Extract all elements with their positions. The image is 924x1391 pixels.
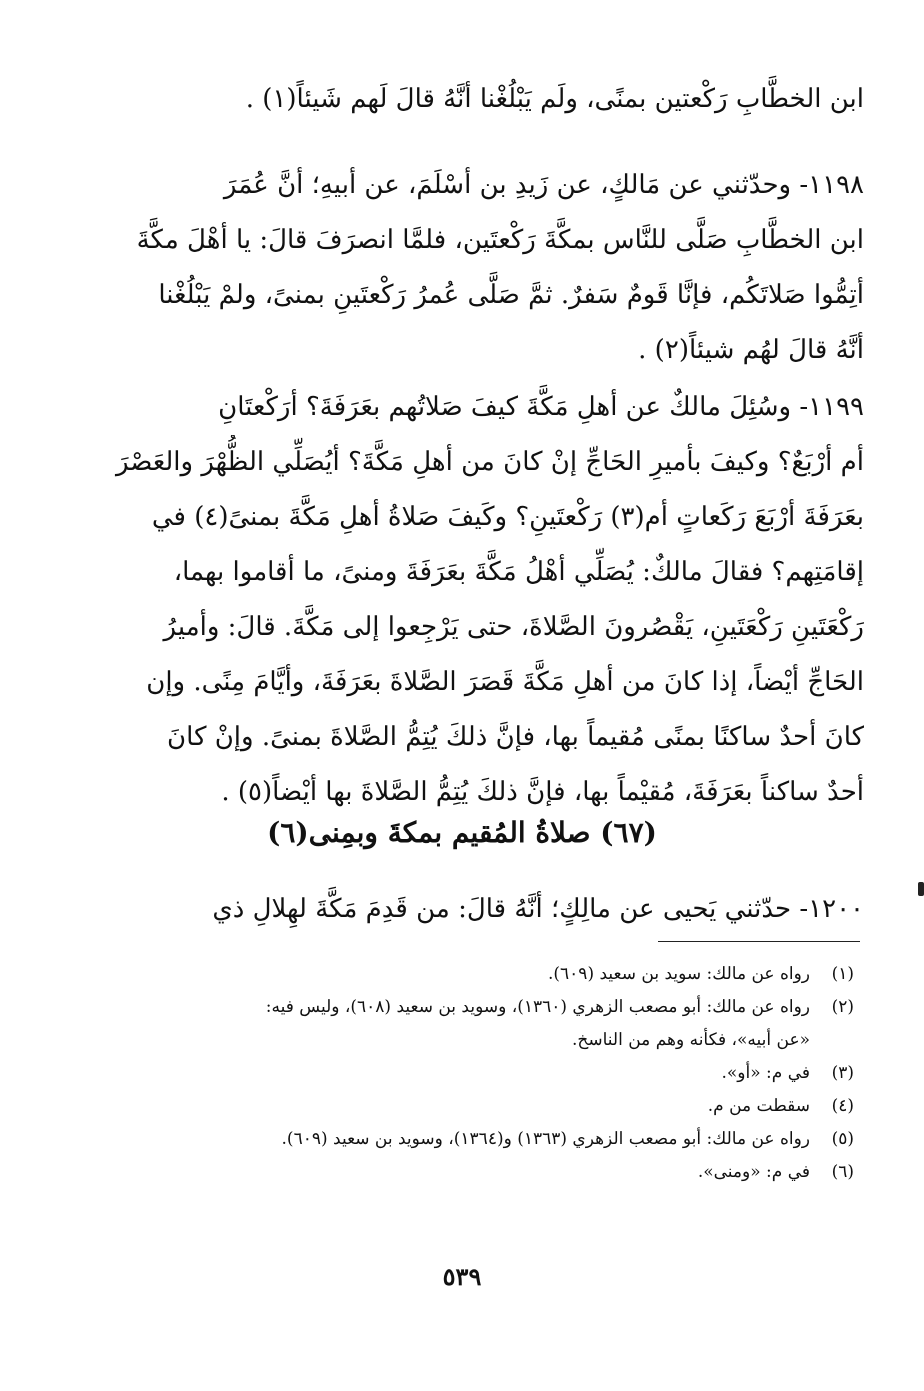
footnote-text: رواه عن مالك: سويد بن سعيد (٦٠٩).: [547, 964, 810, 984]
footnote-text: في م: «ومنى».: [697, 1162, 810, 1182]
text-line: الحَاجِّ أيْضاً، إذا كانَ من أهلِ مَكَّةَ قَصَرَ الصَّلاةَ بعَرَفَةَ، وأيَّامَ مِنًى. وإن: [146, 667, 864, 697]
footnote-1: [64, 958, 854, 991]
text-line: ابن الخطَّابِ رَكْعتين بمنًى، ولَم يَبْلُغْنا أنَّهُ قالَ لَهم شَيئاً(١) .: [245, 84, 864, 114]
footnote-text: في م: «أو».: [721, 1063, 810, 1083]
text-line: ابن الخطَّابِ صَلَّى للنَّاس بمكَّةَ رَكْعتَين، فلمَّا انصرَفَ قالَ: يا أهْلَ مكَّةَ: [136, 225, 864, 255]
footnote-number: (٤): [831, 1096, 854, 1116]
hadith-1200-paragraph: [64, 882, 864, 937]
text-line: رَكْعَتَينِ رَكْعَتَينِ، يَقْصُرونَ الصَّلاةَ، حتى يَرْجِعوا إلى مَكَّةَ. قالَ: وأميرُ: [163, 612, 864, 642]
intro-paragraph: [64, 72, 864, 127]
footnote-2: [64, 991, 854, 1024]
text-line: أتِمُّوا صَلاتَكُم، فإنَّا قَومٌ سَفرٌ. ثمَّ صَلَّى عُمرُ رَكْعتَينِ بمنىً، ولمْ يَبْلُغْنا: [158, 280, 864, 310]
text-line: بعَرَفَةَ أرْبَعَ رَكَعاتٍ أم(٣) رَكْعتَينِ؟ وكَيفَ صَلاةُ أهلِ مَكَّةَ بمنىً(٤) في: [151, 502, 864, 532]
hadith-1199-paragraph: [64, 380, 864, 820]
text-line: أحدٌ ساكناً بعَرَفَةَ، مُقيْماً بها، فإنَّ ذلكَ يُتِمُّ الصَّلاةَ بها أيْضاً(٥) .: [221, 777, 864, 807]
footnote-number: (٢): [831, 997, 854, 1017]
footnote-2-continuation: «عن أبيه»، فكأنه وهم من الناسخ.: [572, 1030, 810, 1050]
text-line: ١٢٠٠- حدّثني يَحيى عن مالِكٍ؛ أنَّهُ قالَ: من قَدِمَ مَكَّةَ لهِلالِ ذي: [212, 894, 864, 924]
footnote-text: سقطت من م.: [707, 1096, 810, 1116]
hadith-1198-paragraph: [64, 158, 864, 378]
footnote-text: رواه عن مالك: أبو مصعب الزهري (١٣٦٣) و(١٣٦٤)، وسويد بن سعيد (٦٠٩).: [281, 1129, 810, 1149]
footnote-4: [64, 1090, 854, 1123]
footnote-5: [64, 1123, 854, 1156]
footnote-3: [64, 1057, 854, 1090]
text-line: ١١٩٨- وحدّثني عن مَالكٍ، عن زَيدِ بن أسْلَمَ، عن أبيهِ؛ أنَّ عُمَرَ: [223, 170, 864, 200]
footnote-6: [64, 1156, 854, 1189]
text-line: أنَّهُ قالَ لهُم شيئاً(٢) .: [638, 335, 864, 365]
page-number: ٥٣٩: [442, 1262, 482, 1291]
page-edge-mark: [918, 882, 924, 896]
footnotes-section: [64, 958, 854, 1189]
text-line: أم أرْبَعٌ؟ وكيفَ بأميرِ الحَاجِّ إنْ كانَ من أهلِ مَكَّةَ؟ أيُصَلِّي الظُّهْرَ والعَصْرَ: [115, 447, 864, 477]
footnote-separator: [658, 941, 860, 942]
chapter-heading: (٦٧) صلاةُ المُقيم بمكةَ وبمِنى(٦): [267, 816, 657, 849]
footnote-number: (٦): [831, 1162, 854, 1182]
text-line: ١١٩٩- وسُئِلَ مالكٌ عن أهلِ مَكَّةَ كيفَ صَلاتُهم بعَرَفَةَ؟ أرَكْعتَانِ: [218, 392, 864, 422]
footnote-number: (٣): [831, 1063, 854, 1083]
text-line: كانَ أحدٌ ساكنًا بمنًى مُقيماً بها، فإنَّ ذلكَ يُتِمُّ الصَّلاةَ بمنىً. وإنْ كانَ: [167, 722, 864, 752]
text-line: إقامَتِهم؟ فقالَ مالكٌ: يُصَلِّي أهْلُ مَكَّةَ بعَرَفَةَ ومنىً، ما أقاموا بهما،: [173, 557, 864, 587]
footnote-text: رواه عن مالك: أبو مصعب الزهري (١٣٦٠)، وسويد بن سعيد (٦٠٨)، وليس فيه:: [265, 997, 810, 1017]
footnote-number: (٥): [831, 1129, 854, 1149]
footnote-number: (١): [831, 964, 854, 984]
